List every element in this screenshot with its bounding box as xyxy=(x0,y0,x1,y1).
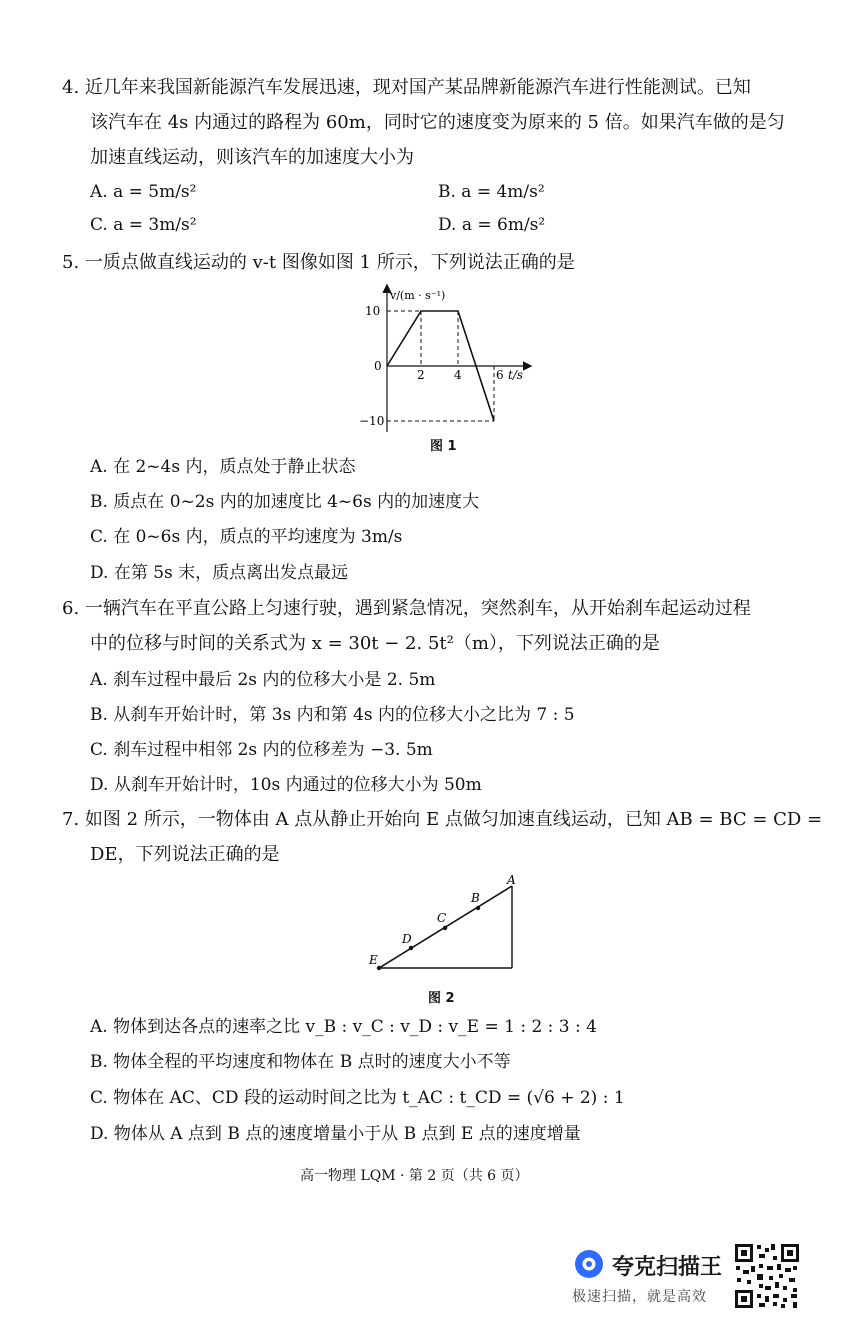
point-b xyxy=(476,906,480,910)
y-tick-10: 10 xyxy=(365,304,381,318)
q7-option-c: C. 物体在 AC、CD 段的运动时间之比为 t_AC : t_CD = (√6 + 2) : 1 xyxy=(90,1088,625,1108)
y-tick-neg10: −10 xyxy=(359,414,385,428)
point-e-label: E xyxy=(369,953,378,967)
q4-option-a: A. a = 5m/s² xyxy=(90,182,197,202)
q7-option-a: A. 物体到达各点的速率之比 v_B : v_C : v_D : v_E = 1 : 2 : 3 : 4 xyxy=(90,1017,597,1037)
q4-option-d: D. a = 6m/s² xyxy=(438,215,546,235)
q5-line-1: 5. 一质点做直线运动的 v-t 图像如图 1 所示，下列说法正确的是 xyxy=(62,252,575,273)
q5-option-c: C. 在 0~6s 内，质点的平均速度为 3m/s xyxy=(90,527,403,547)
point-c-label: C xyxy=(437,911,447,925)
q4-option-c: C. a = 3m/s² xyxy=(90,215,197,235)
quark-logo-icon xyxy=(574,1249,604,1279)
y-tick-0: 0 xyxy=(374,359,382,373)
point-a-label: A xyxy=(507,873,516,887)
q4-line-2: 该汽车在 4s 内通过的路程为 60m，同时它的速度变为原来的 5 倍。如果汽车做的是匀 xyxy=(90,112,785,133)
x-axis-label: t/s xyxy=(508,368,524,382)
q4-option-b: B. a = 4m/s² xyxy=(438,182,545,202)
q7-option-b: B. 物体全程的平均速度和物体在 B 点时的速度大小不等 xyxy=(90,1052,511,1072)
vt-graph-figure xyxy=(350,282,540,454)
brand-name: 夸克扫描王 xyxy=(612,1255,723,1280)
q4-line-3: 加速直线运动，则该汽车的加速度大小为 xyxy=(90,147,414,168)
page-footer: 高一物理 LQM · 第 2 页（共 6 页） xyxy=(300,1168,529,1184)
point-d xyxy=(409,946,413,950)
q4-line-1: 4. 近几年来我国新能源汽车发展迅速，现对国产某品牌新能源汽车进行性能测试。已知 xyxy=(62,77,751,98)
x-tick-2: 2 xyxy=(417,368,425,382)
incline-figure xyxy=(365,872,525,976)
qr-code-icon xyxy=(733,1242,801,1310)
q5-option-b: B. 质点在 0~2s 内的加速度比 4~6s 内的加速度大 xyxy=(90,492,480,512)
q7-line-2: DE，下列说法正确的是 xyxy=(90,844,280,865)
q6-option-b: B. 从刹车开始计时，第 3s 内和第 4s 内的位移大小之比为 7 : 5 xyxy=(90,705,575,725)
q6-option-c: C. 刹车过程中相邻 2s 内的位移差为 −3. 5m xyxy=(90,740,433,760)
brand-slogan: 极速扫描，就是高效 xyxy=(572,1289,707,1305)
y-axis-label: v/(m · s⁻¹) xyxy=(390,289,446,302)
figure-2-caption: 图 2 xyxy=(428,991,455,1006)
q5-option-a: A. 在 2~4s 内，质点处于静止状态 xyxy=(90,457,356,477)
q7-option-d: D. 物体从 A 点到 B 点的速度增量小于从 B 点到 E 点的速度增量 xyxy=(90,1124,581,1144)
q6-option-a: A. 刹车过程中最后 2s 内的位移大小是 2. 5m xyxy=(90,670,436,690)
point-b-label: B xyxy=(471,891,480,905)
x-tick-4: 4 xyxy=(454,368,462,382)
point-c xyxy=(443,926,447,930)
q5-option-d: D. 在第 5s 末，质点离出发点最远 xyxy=(90,563,349,583)
q6-line-2: 中的位移与时间的关系式为 x = 30t − 2. 5t²（m），下列说法正确的是 xyxy=(90,633,660,654)
figure-1-caption: 图 1 xyxy=(430,439,457,454)
x-tick-6: 6 xyxy=(496,368,504,382)
q6-line-1: 6. 一辆汽车在平直公路上匀速行驶，遇到紧急情况，突然刹车，从开始刹车起运动过程 xyxy=(62,598,751,619)
point-d-label: D xyxy=(402,932,412,946)
q6-option-d: D. 从刹车开始计时，10s 内通过的位移大小为 50m xyxy=(90,775,482,795)
q7-line-1: 7. 如图 2 所示，一物体由 A 点从静止开始向 E 点做匀加速直线运动，已知 AB = BC = CD = xyxy=(62,809,823,830)
